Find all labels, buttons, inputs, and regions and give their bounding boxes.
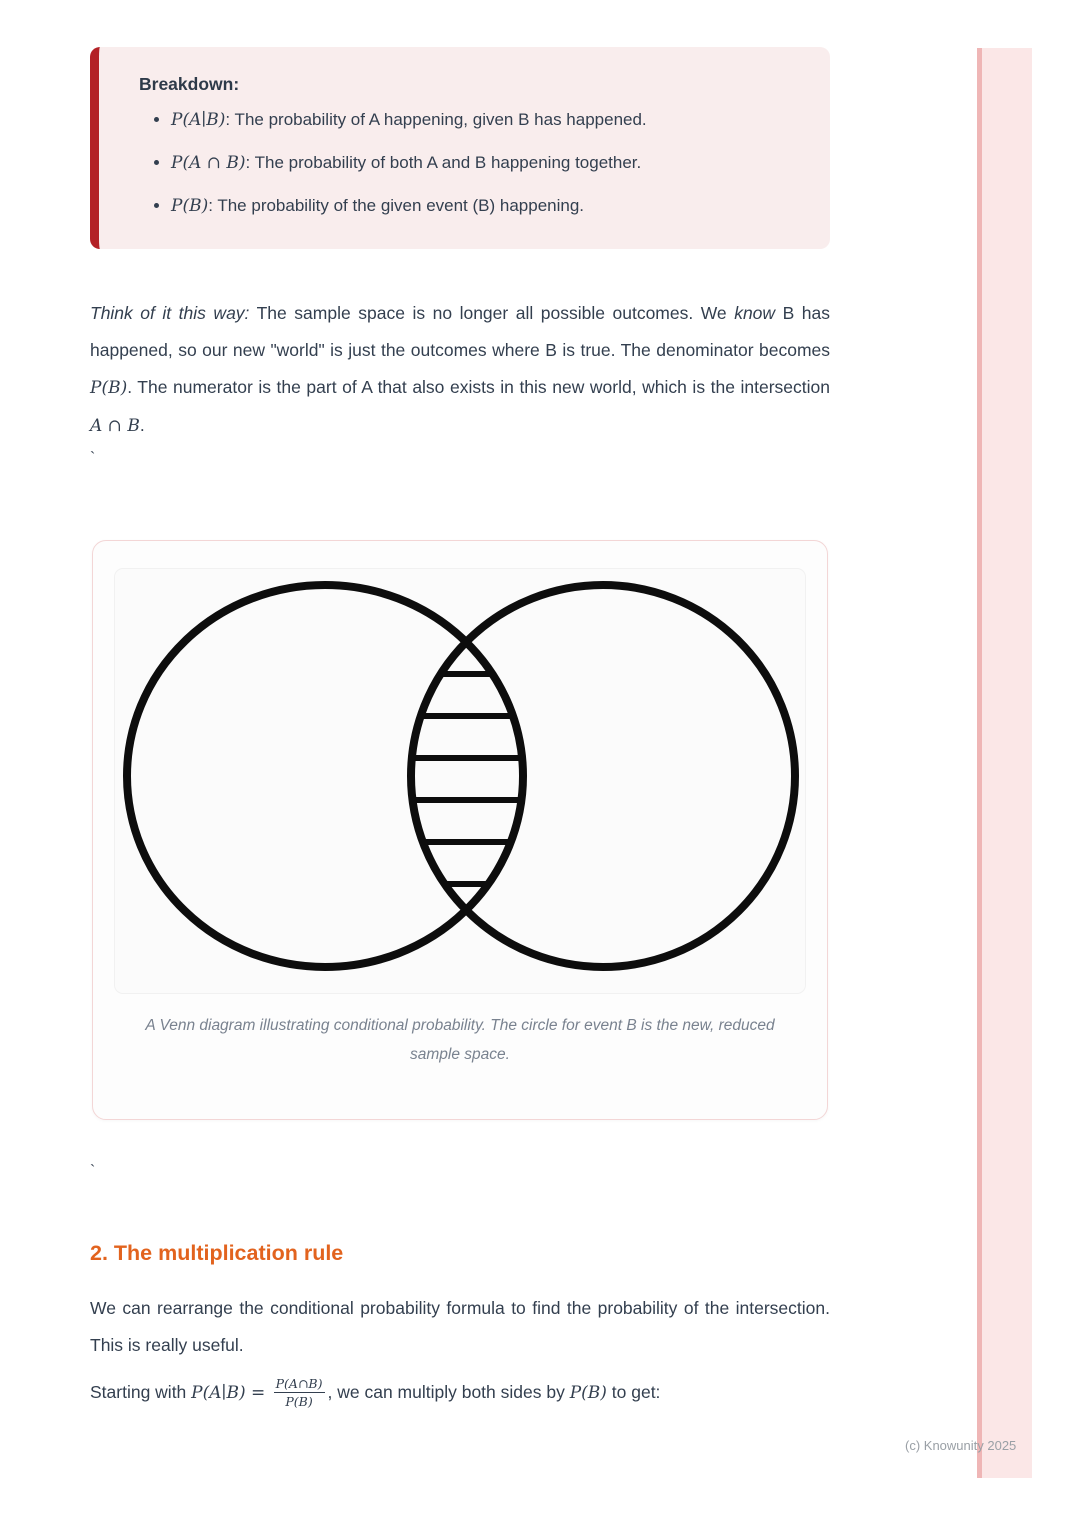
section-heading-multiplication-rule: 2. The multiplication rule — [90, 1241, 344, 1265]
fraction — [274, 1376, 325, 1409]
paragraph-text: The sample space is no longer all possible outcomes. We — [249, 303, 735, 323]
stray-backtick-1: ` — [90, 450, 96, 467]
callout-item-text: : The probability of A happening, given B has happened. — [225, 110, 647, 129]
inline-italic-lead: Think of it this way: — [90, 303, 250, 323]
stray-backtick-2: ` — [90, 1163, 96, 1180]
math-expression: P(B) — [90, 378, 128, 398]
intersection-hatching — [115, 674, 805, 884]
venn-image-panel — [115, 569, 805, 993]
math-expression: P(B) — [569, 1382, 607, 1403]
callout-item — [171, 150, 790, 176]
breakdown-callout — [90, 47, 830, 249]
paragraph-text: . — [139, 415, 145, 435]
paragraph-multiplication-rule: We can rearrange the conditional probability formula to find the probability of the intersection. This is really useful. — [90, 1298, 830, 1355]
callout-item — [171, 193, 790, 219]
circle-b — [411, 585, 795, 967]
paragraph-think-of-it — [90, 295, 830, 445]
copyright-text: (c) Knowunity 2025 — [905, 1438, 1017, 1453]
formula-text: to get: — [606, 1382, 661, 1402]
callout-item — [171, 107, 790, 133]
paragraph-text: . The numerator is the part of A that also exists in this new world, which is the intersection — [127, 377, 830, 397]
math-expression: A ∩ B — [90, 416, 140, 436]
callout-item-text: : The probability of both A and B happening together. — [245, 153, 642, 172]
callout-list — [139, 107, 790, 219]
math-expression: P(A∣B) — [171, 110, 226, 130]
figure-caption: A Venn diagram illustrating conditional probability. The circle for event B is the new, reduced sample space. — [145, 1017, 775, 1063]
venn-figure-card — [92, 540, 828, 1120]
formula-paragraph — [90, 1376, 870, 1409]
venn-diagram — [115, 569, 805, 993]
formula-text: , we can multiply both sides by — [327, 1382, 570, 1402]
callout-title: Breakdown: — [139, 74, 240, 94]
math-expression: P(A∣B) = — [191, 1382, 271, 1403]
math-expression: P(A ∩ B) — [171, 153, 246, 173]
formula-text: Starting with — [90, 1382, 192, 1402]
paragraph-text: B has happened, so our new "world" is just the outcomes where B is true. The denominator becomes — [90, 303, 830, 360]
callout-item-text: : The probability of the given event (B) happening. — [208, 196, 585, 215]
inline-italic-know: know — [734, 303, 776, 323]
math-expression: P(B) — [171, 196, 209, 216]
right-decorative-stripe — [977, 48, 1032, 1478]
fraction-numerator: P(A∩B) — [275, 1376, 323, 1391]
fraction-denominator: P(B) — [285, 1394, 313, 1409]
